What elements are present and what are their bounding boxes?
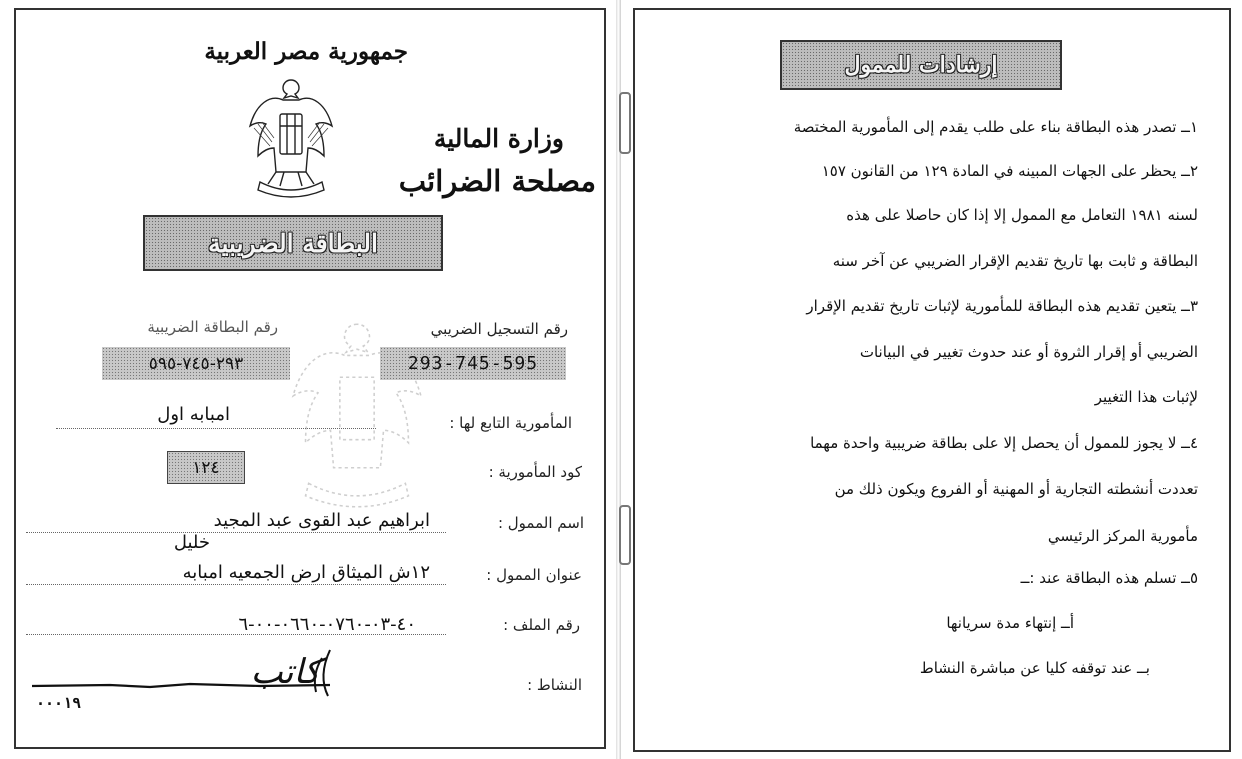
instruction-line: لإثبات هذا التغيير [1094,388,1198,406]
instruction-line: ٣ــ يتعين تقديم هذه البطاقة للمأمورية لإثبات تاريخ تقديم الإقرار [806,297,1198,315]
file-number-label: رقم الملف : [503,616,580,634]
tax-registration-number-value: 293-745-595 [380,347,566,380]
taxpayer-name-label: اسم الممول : [497,514,584,532]
activity-label: النشاط : [527,676,582,694]
instruction-line: ٢ــ يحظر على الجهات المبينه في المادة ١٢٩ من القانون ١٥٧ [821,162,1198,180]
instruction-line: البطاقة و ثابت بها تاريخ تقديم الإقرار الضريبي عن آخر سنه [832,252,1198,270]
name-dotted-line [26,532,446,533]
office-dotted-line [56,428,376,429]
tax-office-value: امبابه اول [157,404,230,425]
instruction-line: ١ــ تصدر هذه البطاقة بناء على طلب يقدم إلى المأمورية المختصة [793,118,1198,136]
instruction-subitem: أــ إنتهاء مدة سريانها [946,614,1074,632]
tax-office-label: المأمورية التابع لها : [449,414,572,432]
instruction-line: تعددت أنشطته التجارية أو المهنية أو الفروع ويكون ذلك من [834,480,1198,498]
taxpayer-address-value: ١٢ش الميثاق ارض الجمعيه امبابه [182,562,430,583]
republic-title: جمهورية مصر العربية [204,38,408,65]
tax-card-page [0,0,620,759]
instruction-line: الضريبي أو إقرار الثروة أو عند حدوث تغيير في البيانات [859,343,1198,361]
tax-card-number-label: رقم البطاقة الضريبية [147,318,278,336]
taxpayer-address-label: عنوان الممول : [486,566,582,584]
activity-value: كاتب [250,652,320,692]
file-number-value: ٤٠-٠٣-٠٧٦٠-٠٦٦٠-٠٠-٦ [238,614,416,635]
tax-authority-name: مصلحة الضرائب [398,164,596,198]
instruction-subitem: بــ عند توقفه كليا عن مباشرة النشاط [919,659,1150,677]
tax-registration-number-label: رقم التسجيل الضريبي [430,320,568,338]
tax-card-number-value: ٢٩٣-٧٤٥-٥٩٥ [102,347,290,380]
instruction-line: مأمورية المركز الرئيسي [1047,527,1198,545]
instructions-page [621,0,1242,759]
instruction-line: ٤ــ لا يجوز للممول أن يحصل إلا على بطاقة ضريبية واحدة مهما [810,434,1198,452]
taxpayer-name-value-2: خليل [173,532,210,553]
tax-card-title-banner: البطاقة الضريبية [143,215,443,271]
eagle-emblem-icon [246,76,336,201]
file-dotted-line [26,634,446,635]
taxpayer-name-value: ابراهيم عبد القوى عبد المجيد [213,510,430,531]
ministry-name: وزارة المالية [433,124,564,153]
card-serial-number: ٠٠٠١٩ [36,694,82,712]
instruction-line: لسنه ١٩٨١ التعامل مع الممول إلا إذا كان حاصلا على هذه [846,206,1198,224]
office-code-value: ١٢٤ [167,451,245,484]
instruction-line: ٥ــ تسلم هذه البطاقة عند :ــ [1020,569,1198,587]
taxpayer-guidance-banner: إرشادات للممول [780,40,1062,90]
binding-clip-bottom [619,505,631,565]
address-dotted-line [26,584,446,585]
binding-clip-top [619,92,631,154]
office-code-label: كود المأمورية : [488,463,582,481]
